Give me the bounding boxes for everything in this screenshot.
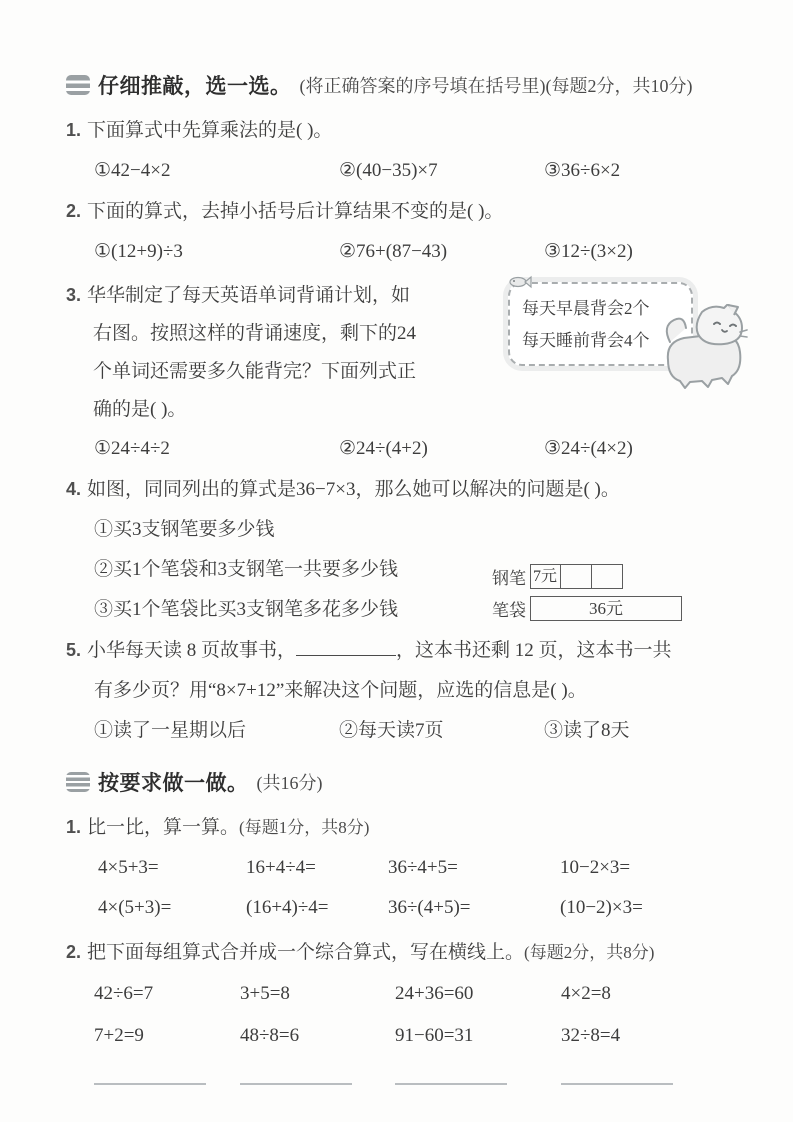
section-title: 仔细推敲，选一选。 xyxy=(98,75,292,98)
bag-bar-row xyxy=(486,594,735,622)
option-2: ②每天读7页 xyxy=(339,720,444,741)
section-subtitle: (共16分) xyxy=(256,773,323,793)
question-4 xyxy=(66,469,735,510)
question-text: 下面算式中先算乘法的是( )。 xyxy=(87,120,333,141)
section-choice-header xyxy=(66,70,735,100)
callout-line-1: 每天早晨背会2个 xyxy=(522,299,650,318)
option-2: ②24÷(4+2) xyxy=(339,438,428,459)
calc-row-2 xyxy=(66,888,735,928)
bag-bar: 36元 xyxy=(530,596,682,621)
equation: 3+5=8 xyxy=(240,983,290,1004)
section-title: 按要求做一做。 xyxy=(98,772,249,795)
pen-cell-1: 7元 xyxy=(530,564,561,589)
option-2: ②买1个笔袋和3支钢笔一共要多少钱 xyxy=(94,559,399,580)
equation: 7+2=9 xyxy=(94,1025,144,1046)
task-2 xyxy=(66,932,735,973)
pen-label: 钢笔 xyxy=(492,568,526,588)
question-number: 2. xyxy=(66,201,82,221)
question-2 xyxy=(66,191,735,232)
question-text-line: 右图。按照这样的背诵速度，剩下的24 xyxy=(93,323,417,344)
bag-label: 笔袋 xyxy=(492,600,526,620)
question-text: 小华每天读 8 页故事书， ，这本书还剩 12 页，这本书一共 xyxy=(87,631,672,671)
cat-illustration-icon xyxy=(656,304,748,390)
answer-lines-row xyxy=(66,1083,735,1085)
option-1: ①买3支钢笔要多少钱 xyxy=(94,519,275,540)
option-3: ③12÷(3×2) xyxy=(544,241,633,262)
section-two-badge-icon xyxy=(66,75,90,95)
option-1: ①24÷4÷2 xyxy=(94,438,170,459)
pen-bar-row xyxy=(486,562,735,590)
question-number: 3. xyxy=(66,285,82,305)
pen-cell-3 xyxy=(592,564,623,589)
calc-row-1 xyxy=(66,848,735,888)
equation: 48÷8=6 xyxy=(240,1025,300,1046)
question-5-options xyxy=(66,711,735,751)
option-3: ③24÷(4×2) xyxy=(544,438,633,459)
section-tasks-header xyxy=(66,767,735,797)
answer-line xyxy=(395,1083,507,1085)
question-number: 1. xyxy=(66,817,82,837)
section-subtitle: (将正确答案的序号填在括号里)(每题2分，共10分) xyxy=(299,76,693,96)
question-1 xyxy=(66,110,735,151)
equation-row-2 xyxy=(66,1015,735,1057)
answer-line xyxy=(561,1083,673,1085)
question-text: 把下面每组算式合并成一个综合算式，写在横线上。 xyxy=(87,942,525,963)
equation: 24+36=60 xyxy=(395,983,474,1004)
question-5 xyxy=(66,630,735,671)
equation: 42÷6=7 xyxy=(94,983,154,1004)
option-2: ②76+(87−43) xyxy=(339,241,448,262)
calc-expression: 36÷4+5= xyxy=(388,857,458,878)
question-text-line: 华华制定了每天英语单词背诵计划，如 xyxy=(87,285,411,306)
question-3 xyxy=(66,276,735,429)
answer-line xyxy=(94,1083,206,1085)
calc-expression: 36÷(4+5)= xyxy=(388,897,471,918)
question-number: 4. xyxy=(66,479,82,499)
option-3: ③读了8天 xyxy=(544,720,630,741)
score-note: (每题2分，共8分) xyxy=(524,943,655,962)
price-bar-diagram xyxy=(486,510,735,630)
calc-expression: 4×5+3= xyxy=(98,857,159,878)
section-choice xyxy=(66,70,735,751)
calc-expression: 16+4÷4= xyxy=(246,857,316,878)
calc-expression: 10−2×3= xyxy=(560,857,631,878)
calc-expression: 4×(5+3)= xyxy=(98,897,172,918)
calc-expression: (10−2)×3= xyxy=(560,897,643,918)
fill-in-blank-line xyxy=(296,637,396,656)
equation: 32÷8=4 xyxy=(561,1025,621,1046)
answer-line xyxy=(240,1083,352,1085)
question-4-options xyxy=(66,510,486,630)
question-number: 1. xyxy=(66,120,82,140)
option-3: ③买1个笔袋比买3支钢笔多花多少钱 xyxy=(94,599,399,620)
question-1-options xyxy=(66,151,735,191)
section-three-badge-icon xyxy=(66,772,90,792)
question-3-text-block xyxy=(66,276,496,429)
equation-row-1 xyxy=(66,973,735,1015)
question-3-figure xyxy=(496,276,735,429)
fish-icon xyxy=(506,274,532,290)
question-number: 2. xyxy=(66,942,82,962)
question-5-line-2: 有多少页？用“8×7+12”来解决这个问题，应选的信息是( )。 xyxy=(94,680,587,701)
equation: 4×2=8 xyxy=(561,983,611,1004)
score-note: (每题1分，共8分) xyxy=(239,818,370,837)
section-tasks xyxy=(66,767,735,1085)
option-2: ②(40−35)×7 xyxy=(339,160,438,181)
option-1: ①42−4×2 xyxy=(94,160,171,181)
question-text: 比一比，算一算。 xyxy=(87,817,240,838)
question-text: 如图，同同列出的算式是36−7×3，那么她可以解决的问题是( )。 xyxy=(87,479,620,500)
pen-cell-2 xyxy=(561,564,592,589)
question-4-body xyxy=(66,510,735,630)
option-1: ①(12+9)÷3 xyxy=(94,241,183,262)
question-number: 5. xyxy=(66,640,82,660)
pen-bar xyxy=(530,564,623,589)
question-3-options xyxy=(66,429,735,469)
equation: 91−60=31 xyxy=(395,1025,474,1046)
question-text-line: 确的是( )。 xyxy=(93,399,187,420)
option-3: ③36÷6×2 xyxy=(544,160,621,181)
task-1 xyxy=(66,807,735,848)
question-text-line: 个单词还需要多久能背完？下面列式正 xyxy=(93,361,417,382)
calc-expression: (16+4)÷4= xyxy=(246,897,329,918)
callout-line-2: 每天睡前背会4个 xyxy=(522,331,650,350)
question-2-options xyxy=(66,232,735,272)
option-1: ①读了一星期以后 xyxy=(94,720,247,741)
question-text: 下面的算式，去掉小括号后计算结果不变的是( )。 xyxy=(87,201,504,222)
